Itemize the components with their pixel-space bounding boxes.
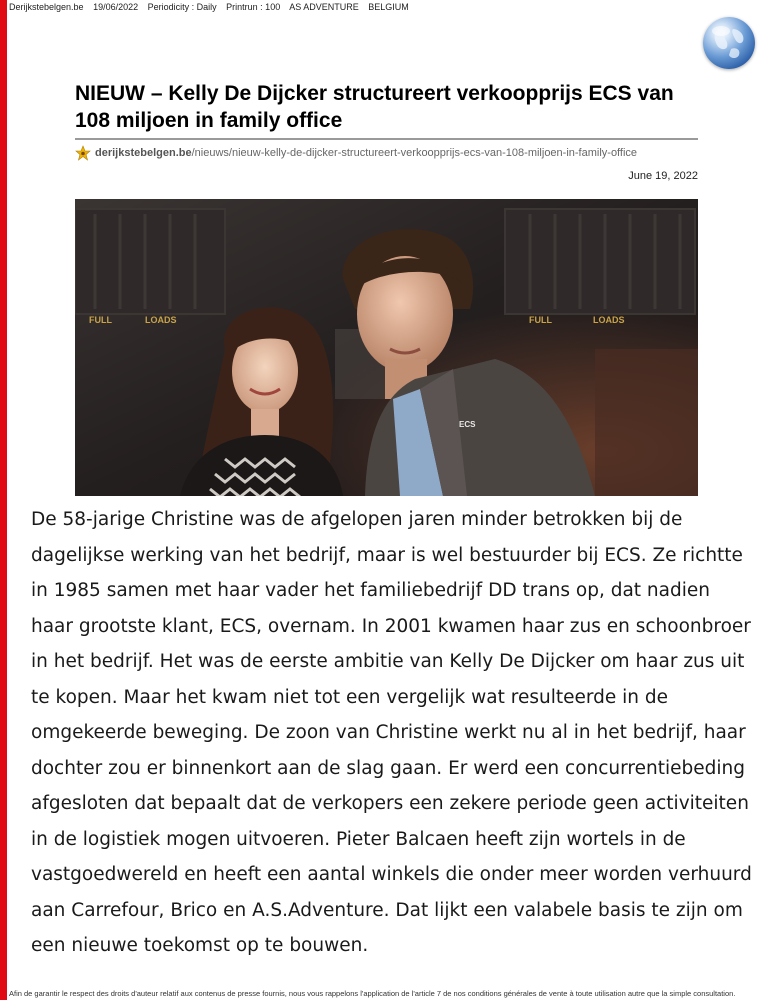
body-line: vastgoedwereld en heeft een aantal winkels die onder meer worden verhuurd	[31, 864, 752, 885]
meta-client: AS ADVENTURE	[289, 2, 359, 12]
article-photo	[75, 199, 698, 496]
body-line: in 1985 samen met haar vader het familiebedrijf DD trans op, dat nadien	[31, 580, 710, 601]
url-domain: derijkstebelgen.be	[95, 147, 192, 159]
left-accent-bar	[0, 0, 7, 1000]
body-line: aan Carrefour, Brico en A.S.Adventure. Dat lijkt een valabele basis te zijn om	[31, 899, 743, 921]
title-divider	[75, 138, 698, 140]
photo-sign-2: LOADS	[145, 315, 177, 325]
meta-country: BELGIUM	[368, 2, 409, 12]
photo-sign-3: FULL	[529, 315, 552, 325]
body-line: afgesloten dat bepaalt dat de verkopers een zekere periode geen activiteiten	[31, 793, 749, 814]
copyright-disclaimer: Afin de garantir le respect des droits d'auteur relatif aux contenus de presse fournis, nous vous rappelons l'application de l'article 7 de nos conditions générales de vente à toute utilisation autre que la simple consultation.	[9, 989, 736, 998]
body-line: haar grootste klant, ECS, overnam. In 2001 kwamen haar zus en schoonbroer	[31, 615, 751, 637]
globe-icon	[703, 17, 755, 69]
photo-sign-1: FULL	[89, 315, 112, 325]
crown-star-icon	[75, 145, 91, 161]
meta-printrun: Printrun : 100	[226, 2, 281, 12]
body-line: in het bedrijf. Het was de eerste ambitie van Kelly De Dijcker om haar zus uit	[31, 651, 745, 672]
meta-date: 19/06/2022	[93, 2, 139, 12]
body-line: te kopen. Maar het kwam niet tot een vergelijk wat resulteerde in de	[31, 686, 669, 708]
source-url[interactable]	[75, 145, 637, 161]
photo-sign-4: LOADS	[593, 315, 625, 325]
article-body	[31, 502, 761, 964]
body-line: een nieuwe toekomst op te bouwen.	[31, 935, 369, 956]
article-title: NIEUW – Kelly De Dijcker structureert verkoopprijs ECS van 108 miljoen in family office	[75, 82, 674, 132]
article-date: June 19, 2022	[628, 170, 698, 182]
body-line: in de logistiek mogen uitvoeren. Pieter Balcaen heeft zijn wortels in de	[31, 828, 686, 850]
jacket-logo: ECS	[459, 420, 476, 429]
body-line: dagelijkse werking van het bedrijf, maar is wel bestuurder bij ECS. Ze richtte	[31, 544, 743, 566]
clipping-metadata	[9, 2, 416, 12]
body-line: De 58-jarige Christine was de afgelopen jaren minder betrokken bij de	[31, 509, 683, 530]
body-line: dochter zou er binnenkort aan de slag gaan. Er werd een concurrentiebeding	[31, 757, 745, 779]
meta-source: Derijkstebelgen.be	[9, 2, 84, 12]
url-path: /nieuws/nieuw-kelly-de-dijcker-structureert-verkoopprijs-ecs-van-108-miljoen-in-family-office	[191, 147, 638, 159]
body-line: omgekeerde beweging. De zoon van Christine werkt nu al in het bedrijf, haar	[31, 722, 746, 743]
meta-periodicity: Periodicity : Daily	[147, 2, 217, 12]
